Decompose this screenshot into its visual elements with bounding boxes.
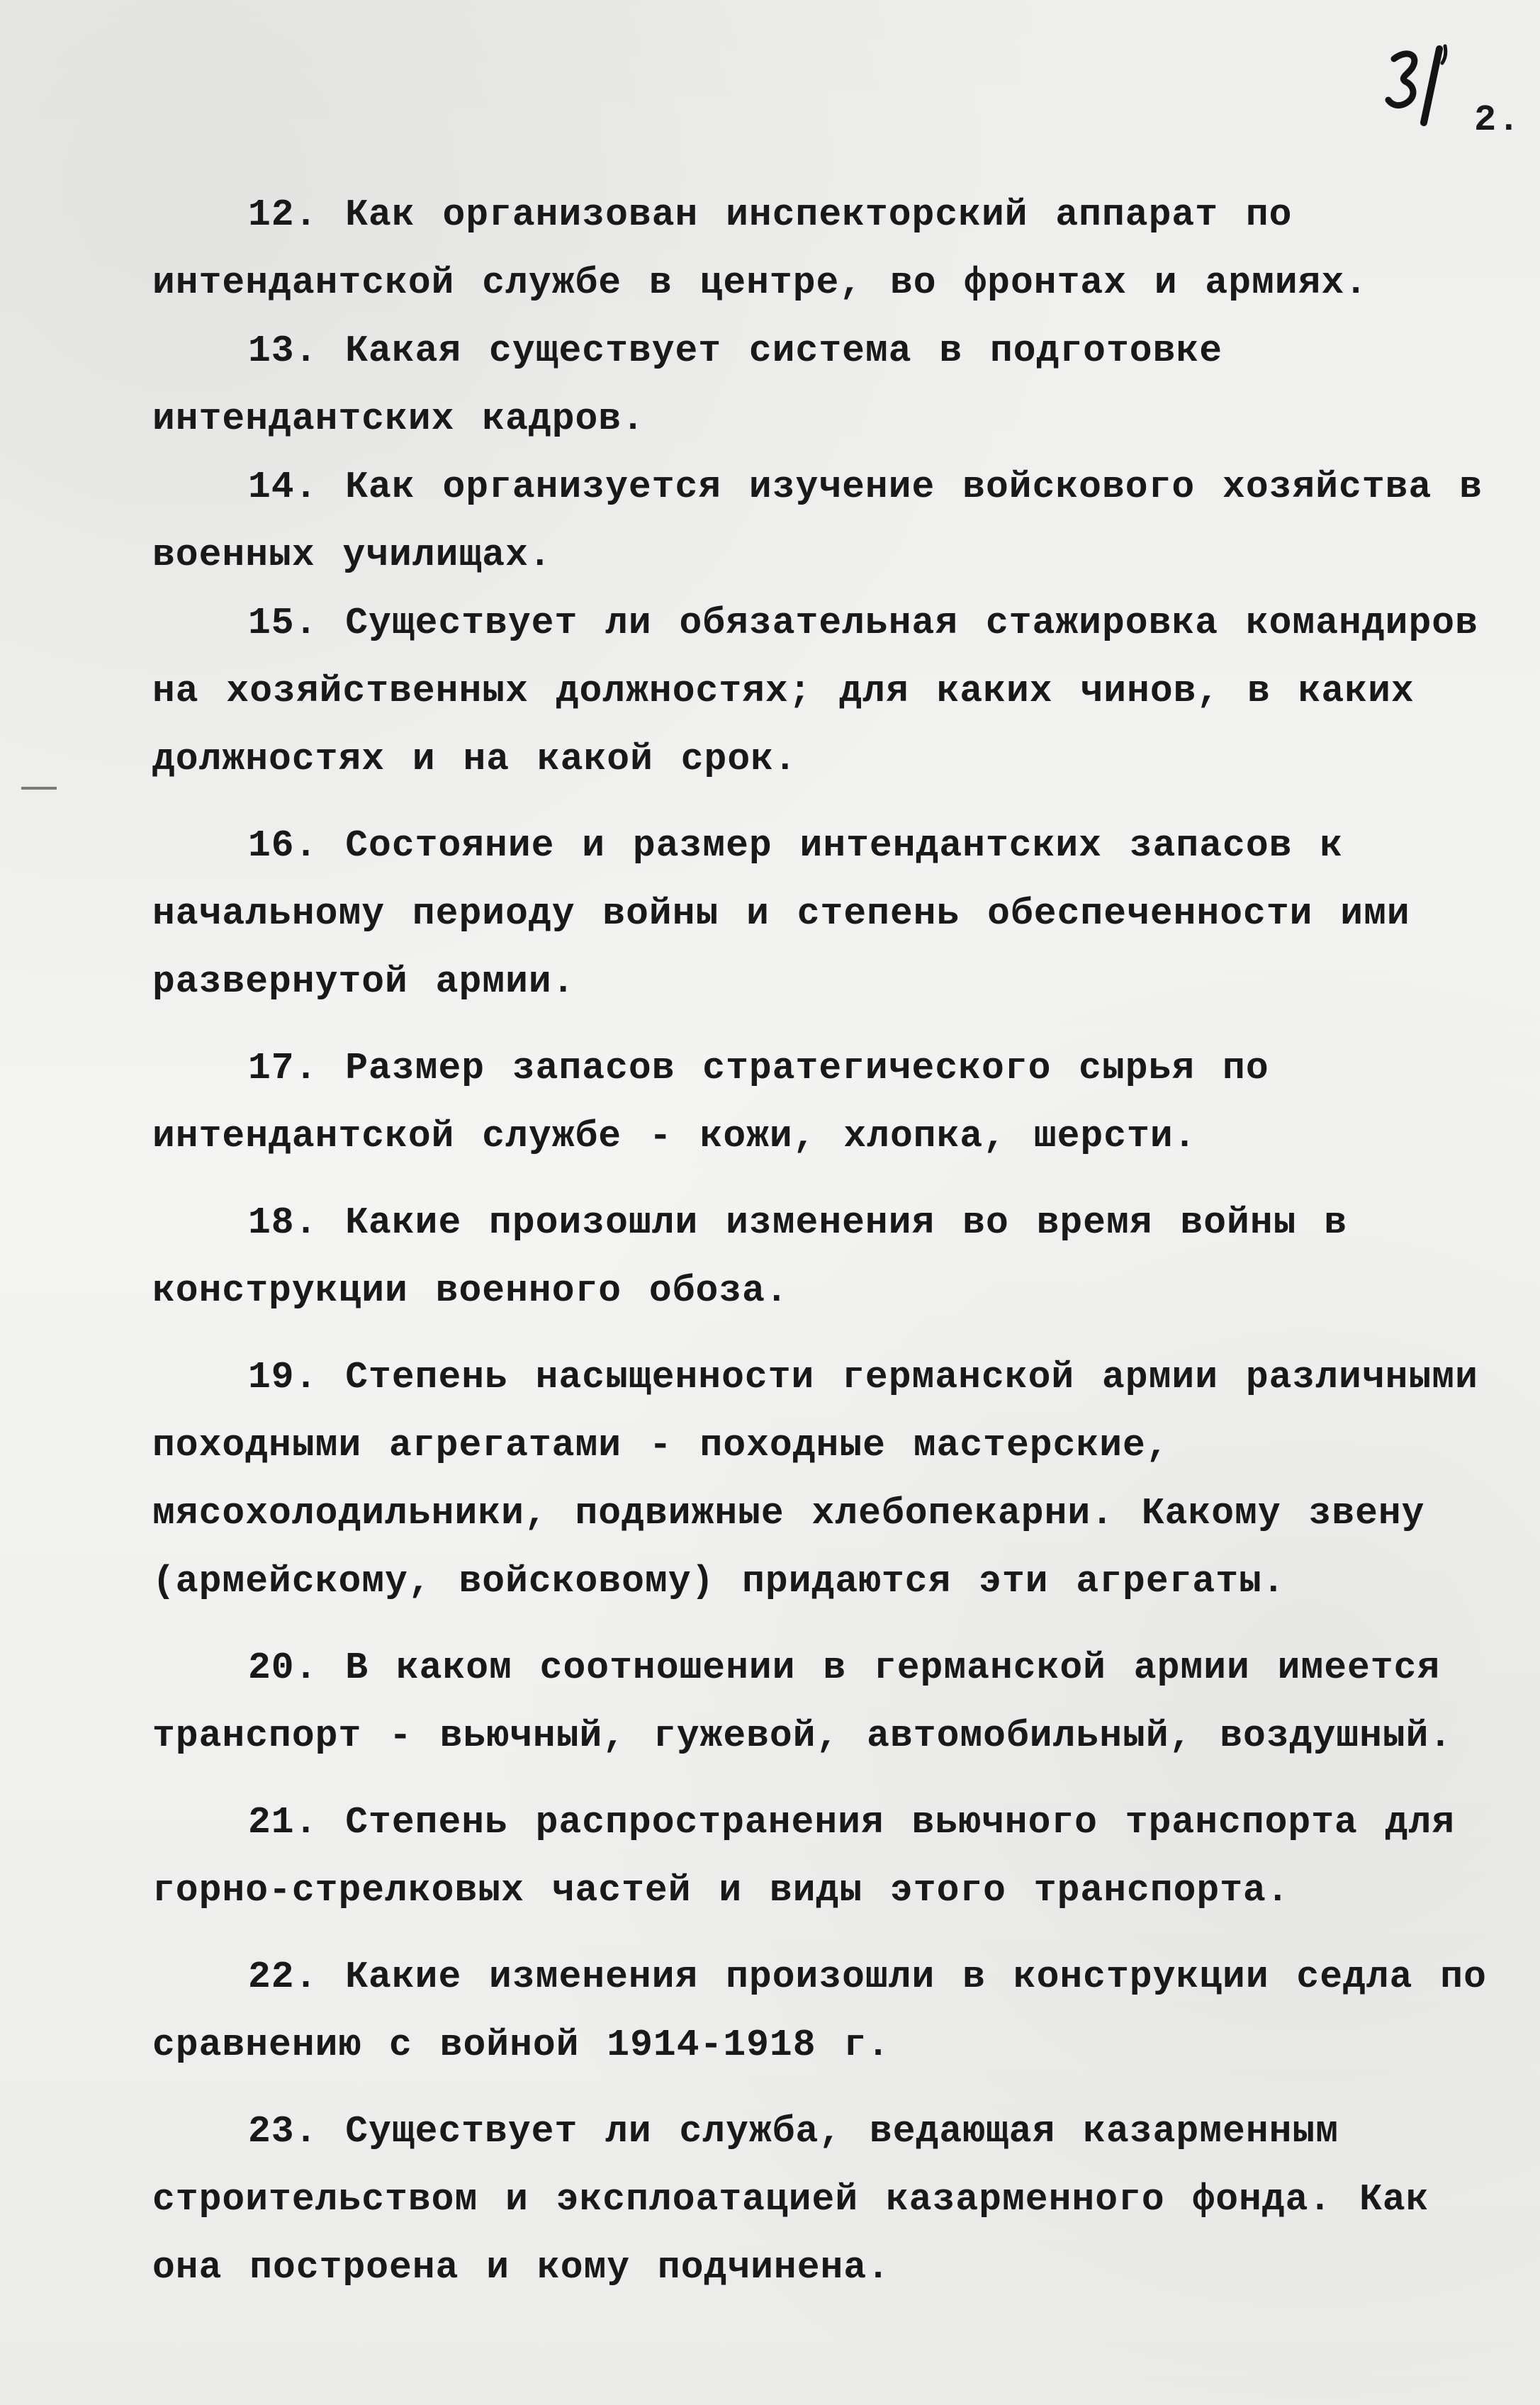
question-list [152,181,1520,2302]
handwritten-folio-mark [1378,39,1485,145]
question-item-18: 18. Какие произошли изменения во время войны в конструкции военного обоза. [152,1201,1348,1312]
page-number: 2. [1474,99,1522,141]
question-item-19: 19. Степень насыщенности германской армии различными походными агрегатами - походные мастерские, мясохолодильники, подвижные хлебопекарни. Какому звену (армейскому, войсковому) придаются эти агрегаты. [152,1356,1478,1603]
question-item-15: 15. Существует ли обязательная стажировка командиров на хозяйственных должностях; для каких чинов, в каких должностях и на какой срок. [152,602,1478,780]
question-item-12: 12. Как организован инспекторский аппарат по интендантской службе в центре, во фронтах и армиях. [152,194,1368,304]
margin-dash-mark [21,787,57,790]
question-item-20: 20. В каком соотношении в германской армии имеется транспорт - вьючный, гужевой, автомобильный, воздушный. [152,1647,1453,1757]
question-item-17: 17. Размер запасов стратегического сырья по интендантской службе - кожи, хлопка, шерсти. [152,1047,1269,1157]
question-item-22: 22. Какие изменения произошли в конструкции седла по сравнению с войной 1914-1918 г. [152,1956,1487,2066]
question-item-13: 13. Какая существует система в подготовке интендантских кадров. [152,330,1223,440]
handwritten-folio-drawing [1378,39,1485,145]
question-item-23: 23. Существует ли служба, ведающая казарменным строительством и эксплоатацией казарменного фонда. Как она построена и кому подчинена. [152,2110,1429,2289]
question-item-21: 21. Степень распространения вьючного транспорта для горно-стрелковых частей и виды этого транспорта. [152,1801,1456,1912]
question-item-14: 14. Как организуется изучение войскового хозяйства в военных училищах. [152,466,1483,576]
question-item-16: 16. Состояние и размер интендантских запасов к начальному периоду войны и степень обеспеченности ими развернутой армии. [152,824,1410,1003]
